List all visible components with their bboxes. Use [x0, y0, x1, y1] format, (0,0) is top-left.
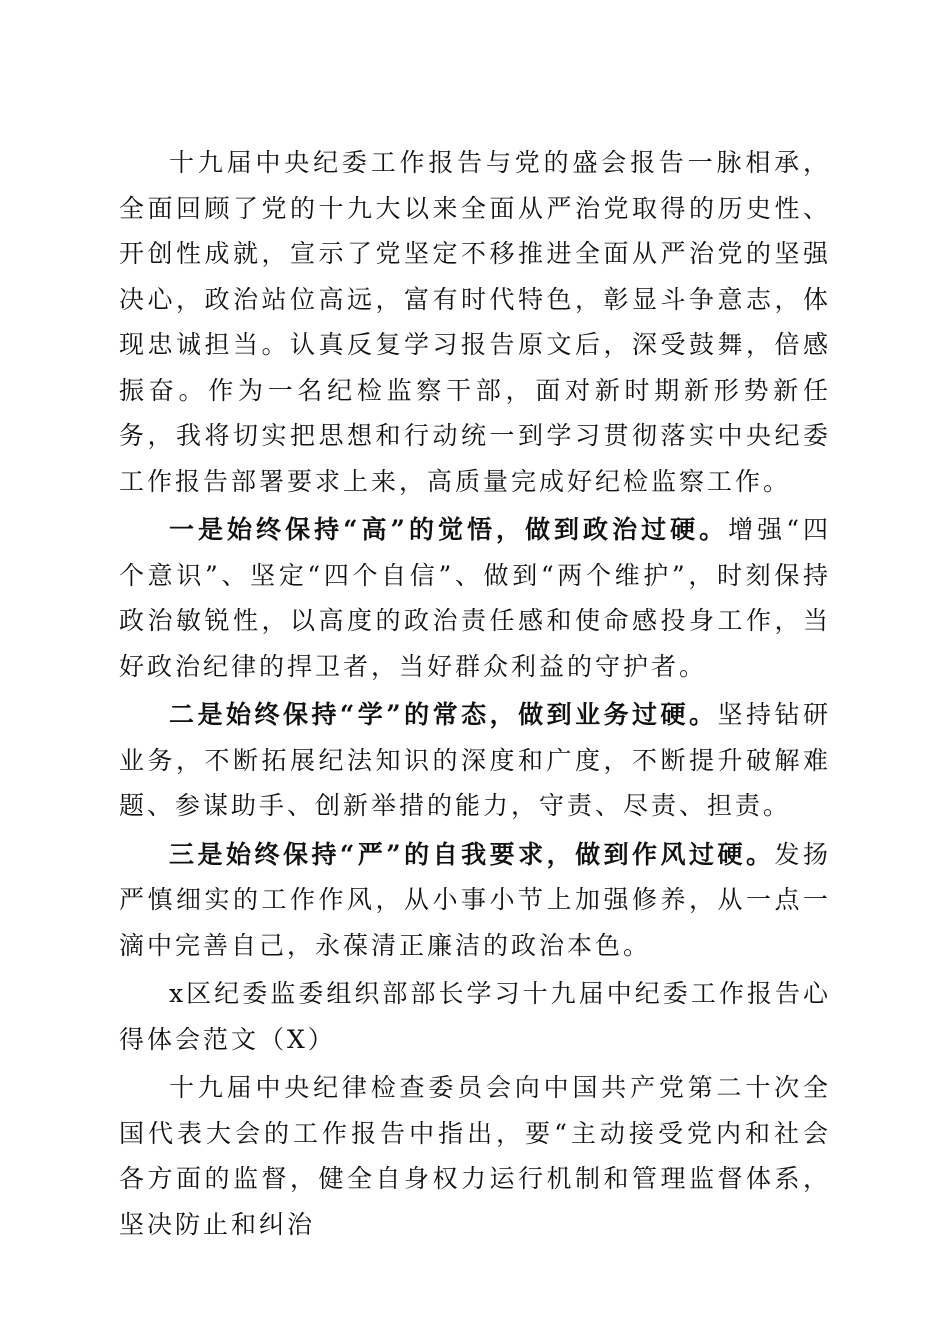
paragraph-point-one-heading: 一是始终保持“高”的觉悟，做到政治过硬。	[169, 515, 729, 544]
paragraph-point-two-text: 坚持钻研业务，不断拓展纪法知识的深度和广度，不断提升破解难题、参谋助手、创新举措的能力，守责、尽责、担责。	[119, 700, 831, 820]
paragraph-point-three	[119, 832, 831, 969]
paragraph-point-one-text: 增强“四个意识”、坚定“四个自信”、做到“两个维护”，时刻保持政治敏锐性，以高度的政治责任感和使命感投身工作，当好政治纪律的捍卫者，当好群众利益的守护者。	[119, 515, 831, 681]
paragraph-point-two	[119, 692, 831, 829]
paragraph-point-three-text: 发扬严慎细实的工作作风，从小事小节上加强修养，从一点一滴中完善自己，永葆清正廉洁的政治本色。	[119, 839, 831, 960]
paragraph-intro-text: 十九届中央纪委工作报告与党的盛会报告一脉相承，全面回顾了党的十九大以来全面从严治党取得的历史性、开创性成就，宣示了党坚定不移推进全面从严治党的坚强决心，政治站位高远，富有时代特色，彰显斗争意志，体现忠诚担当。认真反复学习报告原文后，深受鼓舞，倍感振奋。作为一名纪检监察干部，面对新时期新形势新任务，我将切实把思想和行动统一到学习贯彻落实中央纪委工作报告部署要求上来，高质量完成好纪检监察工作。	[119, 148, 831, 496]
paragraph-second-article-text: 十九届中央纪律检查委员会向中国共产党第二十次全国代表大会的工作报告中指出，要“主动接受党内和社会各方面的监督，健全自身权力运行机制和管理监督体系，坚决防止和纠治	[119, 1073, 831, 1239]
document-body	[119, 140, 831, 1250]
paragraph-point-two-heading: 二是始终保持“学”的常态，做到业务过硬。	[169, 700, 718, 729]
paragraph-point-one	[119, 507, 831, 689]
paragraph-intro	[119, 140, 831, 504]
paragraph-second-article	[119, 1065, 831, 1247]
paragraph-section-title-text: x区纪委监委组织部部长学习十九届中纪委工作报告心得体会范文（X）	[119, 979, 831, 1054]
paragraph-point-three-heading: 三是始终保持“严”的自我要求，做到作风过硬。	[169, 839, 775, 869]
paragraph-section-title	[119, 971, 831, 1062]
